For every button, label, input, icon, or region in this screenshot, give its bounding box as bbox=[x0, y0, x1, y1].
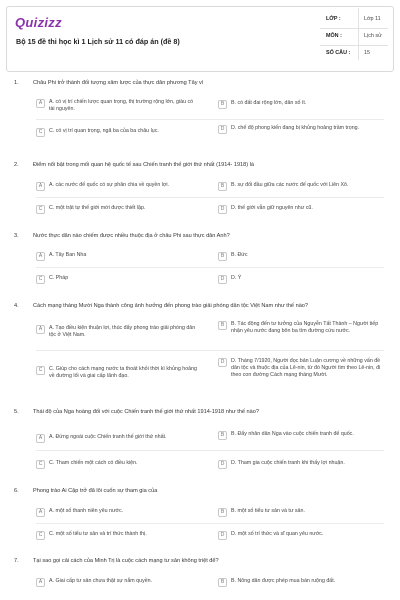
question-text: Cách mạng tháng Mười Nga thành công ảnh hưởng đến phong trào giải phóng dân tộc Việt Nam như thế nào? bbox=[33, 303, 309, 309]
option-letter: C bbox=[36, 205, 45, 214]
option-text: B. Đẩy nhân dân Nga vào cuộc chiến tranh đế quốc. bbox=[231, 431, 354, 437]
option-text: B. sự đối đầu giữa các nước đế quốc với Liên Xô. bbox=[231, 182, 349, 188]
option-divider bbox=[36, 523, 384, 524]
meta-count-label: SỐ CÂU : bbox=[326, 50, 351, 56]
meta-count bbox=[320, 46, 382, 61]
option-text: C. Tham chiến một cách có điều kiện. bbox=[49, 460, 138, 466]
option-letter: C bbox=[36, 366, 45, 375]
option-text: C. một trật tự thế giới mới được thiết lập. bbox=[49, 205, 146, 211]
option-text: A. Tạo điều kiện thuận lợi, thúc đẩy phong trào giải phóng dân tộc ở Việt Nam. bbox=[49, 325, 196, 338]
option-text: C. Pháp bbox=[49, 275, 69, 281]
meta-count-value: 15 bbox=[364, 50, 370, 56]
option-letter: B bbox=[218, 508, 227, 517]
option-text: C. một số tiểu tư sản và trí thức thành thị. bbox=[49, 531, 147, 537]
option-letter: A bbox=[36, 99, 45, 108]
question-number: 5. bbox=[14, 409, 19, 415]
option-text: B. Nông dân được phép mua bán ruộng đất. bbox=[231, 578, 336, 584]
option-text: B. một số tiểu tư sản và tư sản. bbox=[231, 508, 305, 514]
meta-class bbox=[320, 12, 382, 27]
option-text: B. có đất đai rộng lớn, dân số ít. bbox=[231, 100, 307, 106]
question-number: 1. bbox=[14, 80, 19, 86]
option-text: D. thế giới vẫn giữ nguyên như cũ. bbox=[231, 205, 313, 211]
option-text: B. Tác động đến tư tưởng của Nguyễn Tất Thành – Người tiếp nhận yêu nước đang bôn ba tìm đường cứu nước. bbox=[231, 321, 379, 334]
option-text: D. Ý bbox=[231, 275, 242, 281]
question-number: 6. bbox=[14, 488, 19, 494]
option-divider bbox=[36, 450, 384, 451]
option-letter: D bbox=[218, 205, 227, 214]
question-text: Điểm nổi bật trong mối quan hệ quốc tế sau Chiến tranh thế giới thứ nhất (1914- 1918) là bbox=[33, 162, 255, 168]
meta-subject-label: MÔN : bbox=[326, 33, 342, 39]
option-letter: A bbox=[36, 578, 45, 587]
question-text: Châu Phi trở thành đối tượng xâm lược của thực dân phương Tây vì bbox=[33, 80, 204, 86]
option-text: A. Giai cấp tư sản chưa thật sự nắm quyền. bbox=[49, 578, 153, 584]
option-letter: D bbox=[218, 460, 227, 469]
option-letter: C bbox=[36, 531, 45, 540]
option-letter: A bbox=[36, 252, 45, 261]
option-letter: C bbox=[36, 460, 45, 469]
option-letter: D bbox=[218, 531, 227, 540]
meta-class-label: LỚP : bbox=[326, 16, 341, 22]
option-letter: A bbox=[36, 508, 45, 517]
option-letter: A bbox=[36, 182, 45, 191]
option-text: A. có vị trí chiến lược quan trọng, thị trường rộng lớn, giàu có tài nguyên. bbox=[49, 99, 194, 112]
option-letter: C bbox=[36, 275, 45, 284]
question-text: Thái độ của Nga hoàng đối với cuộc Chiến tranh thế giới thứ nhất 1914-1918 như thế nào? bbox=[33, 409, 259, 415]
option-text: C. có vị trí quan trọng, ngã ba của ba châu lục. bbox=[49, 128, 159, 134]
question-number: 4. bbox=[14, 303, 19, 309]
option-letter: A bbox=[36, 325, 45, 334]
option-text: D. chế độ phong kiến đang bị khủng hoảng trầm trọng. bbox=[231, 125, 360, 131]
option-text: A. Đứng ngoài cuộc Chiến tranh thế giới thứ nhất. bbox=[49, 434, 167, 440]
option-text: A. Tây Ban Nha bbox=[49, 252, 87, 258]
quizizz-logo: Quizizz bbox=[15, 15, 62, 30]
option-letter: B bbox=[218, 252, 227, 261]
option-letter: B bbox=[218, 578, 227, 587]
meta-class-value: Lớp 11 bbox=[364, 16, 381, 22]
option-text: A. một số thanh niên yêu nước. bbox=[49, 508, 124, 514]
question-number: 2. bbox=[14, 162, 19, 168]
meta-subject-value: Lịch sử bbox=[364, 33, 382, 39]
option-letter: C bbox=[36, 128, 45, 137]
question-text: Nước thực dân nào chiếm được nhiều thuộc địa ở châu Phi sau thực dân Anh? bbox=[33, 233, 230, 239]
option-divider bbox=[36, 119, 384, 120]
question-number: 3. bbox=[14, 233, 19, 239]
option-letter: B bbox=[218, 431, 227, 440]
option-letter: D bbox=[218, 275, 227, 284]
option-letter: D bbox=[218, 358, 227, 367]
option-text: D. Tham gia cuộc chiến tranh khi thấy lợi nhuận. bbox=[231, 460, 345, 466]
option-divider bbox=[36, 350, 384, 351]
option-text: D. Tháng 7/1920, Người đọc bản Luận cương về những vấn đề dân tộc và thuộc địa của Lê-nin, từ đó Người tìm theo Lê-nin, đi theo con đường Cách mạng tháng Mười. bbox=[231, 358, 381, 378]
option-letter: B bbox=[218, 100, 227, 109]
option-divider bbox=[36, 267, 384, 268]
question-text: Tại sao gọi cải cách của Minh Trị là cuộc cách mạng tư sản không triệt để? bbox=[33, 558, 219, 564]
option-letter: B bbox=[218, 182, 227, 191]
question-number: 7. bbox=[14, 558, 19, 564]
option-letter: D bbox=[218, 125, 227, 134]
option-text: D. một số trí thức và sĩ quan yêu nước. bbox=[231, 531, 324, 537]
option-text: C. Giúp cho cách mạng nước ta thoát khỏi thời kì khủng hoảng về đường lối và giai cấp lãnh đạo. bbox=[49, 366, 198, 379]
option-text: A. các nước đế quốc có sự phân chia về quyền lợi. bbox=[49, 182, 170, 188]
option-divider bbox=[36, 197, 384, 198]
question-text: Phong trào Ai Cập trở đã lôi cuốn sự tham gia của bbox=[33, 488, 158, 494]
option-letter: B bbox=[218, 321, 227, 330]
meta-subject bbox=[320, 29, 382, 44]
exam-title: Bộ 15 đề thi học kì 1 Lịch sử 11 có đáp án (đề 8) bbox=[16, 37, 180, 46]
option-text: B. Đức bbox=[231, 252, 248, 258]
option-letter: A bbox=[36, 434, 45, 443]
